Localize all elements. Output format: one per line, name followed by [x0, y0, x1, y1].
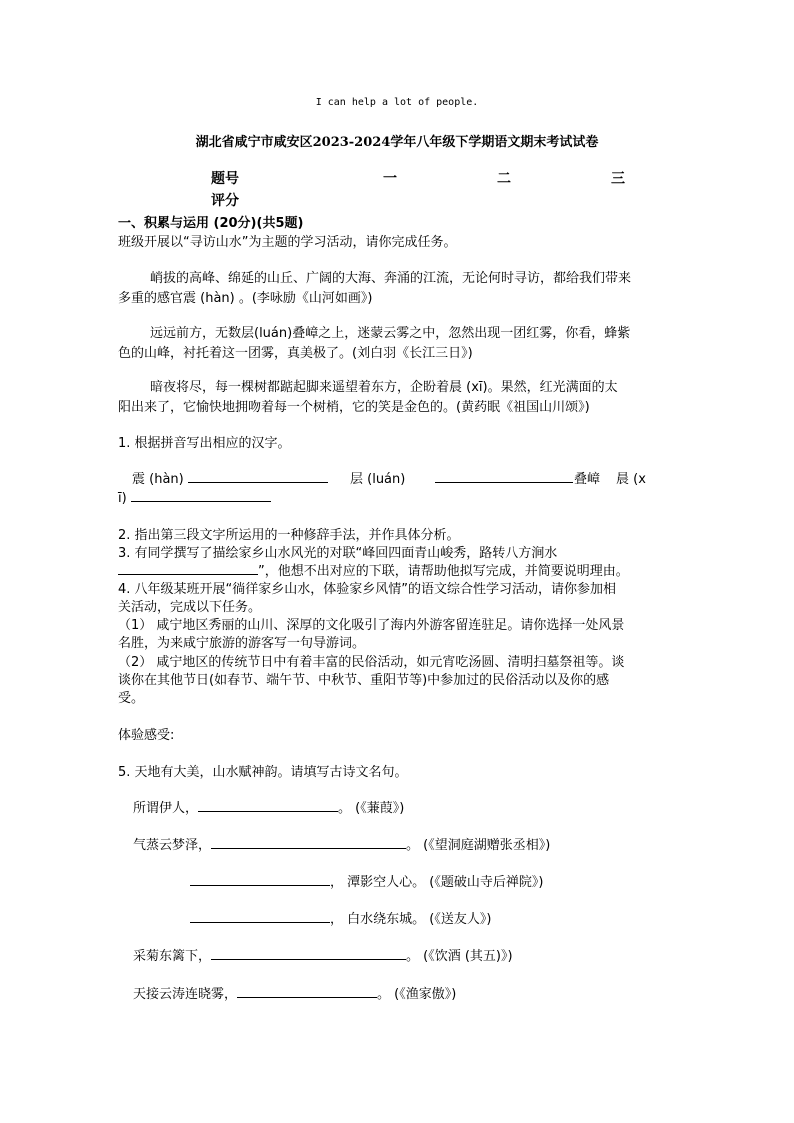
poem-5-suffix: 。 (《饮酒 (其五)》): [406, 949, 513, 964]
q1-item-luan: 层 (luán): [350, 472, 406, 487]
q1-item-han: 震 (hàn): [132, 472, 184, 487]
poem-4-suffix: ， 白水绕东城。 (《送友人》): [330, 912, 492, 927]
poem-3-blank[interactable]: [190, 871, 330, 886]
q1-item-luan-wrap: [350, 468, 405, 487]
section-intro: 班级开展以“寻访山水”为主题的学习活动，请你完成任务。: [118, 235, 457, 250]
question-5-stem: 5. 天地有大美，山水赋神韵。请填写古诗文名句。: [118, 765, 408, 780]
poem-4-blank[interactable]: [190, 908, 330, 923]
header-note: I can help a lot of people.: [315, 97, 479, 108]
poem-line-1: [133, 797, 404, 816]
score-table-row-label-question: 题号: [211, 171, 239, 187]
passage-3-line-2: 阳出来了，它愉快地拥吻着每一个树梢，它的笑是金色的。(黄药眠《祖国山川颂》): [118, 400, 590, 415]
poem-5-blank[interactable]: [211, 945, 406, 960]
question-1-answer-line-2: [118, 487, 271, 506]
poem-1-prefix: 所谓伊人，: [133, 801, 199, 816]
passage-1-line-2: 多重的感官震 (hàn) 。(李咏励《山河如画》): [118, 291, 373, 306]
question-3-line-1: 3. 有同学撰写了描绘家乡山水风光的对联“峰回四面青山峻秀，路转八方涧水: [118, 546, 558, 561]
question-3-line-2: [118, 560, 629, 579]
question-4-line-1: 4. 八年级某班开展“徜徉家乡山水，体验家乡风情”的语文综合性学习活动，请你参加相: [118, 582, 617, 597]
poem-6-blank[interactable]: [237, 983, 377, 998]
q1-item-diezhang: 叠嶂: [574, 472, 601, 487]
question-4-1-line-1: （1） 咸宁地区秀丽的山川、深厚的文化吸引了海内外游客留连驻足。请你选择一处风景: [118, 618, 625, 633]
poem-3-suffix: ， 潭影空人心。 (《题破山寺后禅院》): [330, 875, 544, 890]
page-title: 湖北省咸宁市咸安区2023-2024学年八年级下学期语文期末考试试卷: [195, 135, 599, 150]
question-2: 2. 指出第三段文字所运用的一种修辞手法，并作具体分析。: [118, 528, 460, 543]
question-1-stem: 1. 根据拼音写出相应的汉字。: [118, 436, 291, 451]
score-table-row-label-score: 评分: [211, 193, 239, 209]
score-table-col-1: 一: [383, 171, 397, 187]
passage-1-line-1: 峭拔的高峰、绵延的山丘、广阔的大海、奔涌的江流，无论何时寻访，都给我们带来: [150, 271, 632, 286]
poem-line-5: [133, 945, 513, 964]
passage-2-line-1: 远远前方，无数层(luán)叠嶂之上，迷蒙云雾之中，忽然出现一团红雾，你看，蜂紫: [150, 326, 631, 341]
q1-blank-han[interactable]: [188, 468, 328, 483]
question-4-2-line-1: （2） 咸宁地区的传统节日中有着丰富的民俗活动，如元宵吃汤圆、清明扫墓祭祖等。谈: [118, 655, 625, 670]
passage-3-line-1: 暗夜将尽，每一棵树都踮起脚来遥望着东方，企盼着晨 (xī)。果然，红光满面的太: [150, 380, 618, 395]
q1-blank-luan[interactable]: [435, 468, 573, 483]
poem-2-blank[interactable]: [211, 834, 406, 849]
poem-2-suffix: 。 (《望洞庭湖赠张丞相》): [406, 838, 551, 853]
question-1-answer-line-1: [132, 468, 328, 487]
poem-2-prefix: 气蒸云梦泽，: [133, 838, 212, 853]
score-table-col-2: 二: [497, 171, 511, 187]
passage-2-line-2: 色的山峰，衬托着这一团雾，真美极了。(刘白羽《长江三日》): [118, 346, 473, 361]
q3-line-2-text: ”，他想不出对应的下联，请帮助他拟写完成，并简要说明理由。: [258, 564, 629, 579]
question-4-2-line-3: 受。: [118, 691, 145, 706]
question-4-line-2: 关活动，完成以下任务。: [118, 600, 262, 615]
poem-line-2: [133, 834, 550, 853]
poem-line-4: [190, 908, 491, 927]
q1-blank-xi[interactable]: [131, 487, 271, 502]
poem-1-suffix: 。 (《蒹葭》): [338, 801, 405, 816]
poem-line-3: [190, 871, 543, 890]
score-table-col-3: 三: [611, 171, 625, 187]
question-4-1-line-2: 名胜，为来咸宁旅游的游客写一句导游词。: [118, 636, 366, 651]
q1-item-xi: 晨 (x: [616, 472, 646, 487]
section-heading: 一、积累与运用 (20分)(共5题): [118, 216, 304, 231]
poem-6-suffix: 。 (《渔家傲》): [377, 987, 457, 1002]
question-4-2-line-2: 谈你在其他节日(如春节、端午节、中秋节、重阳节等)中参加过的民俗活动以及你的感: [118, 673, 610, 688]
q1-item-xi-cont: ī): [118, 491, 127, 506]
poem-1-blank[interactable]: [198, 797, 338, 812]
poem-5-prefix: 采菊东篱下，: [133, 949, 212, 964]
q3-blank[interactable]: [118, 560, 258, 575]
experience-label: 体验感受:: [118, 728, 175, 743]
poem-6-prefix: 天接云涛连晓雾，: [133, 987, 238, 1002]
poem-line-6: [133, 983, 456, 1002]
